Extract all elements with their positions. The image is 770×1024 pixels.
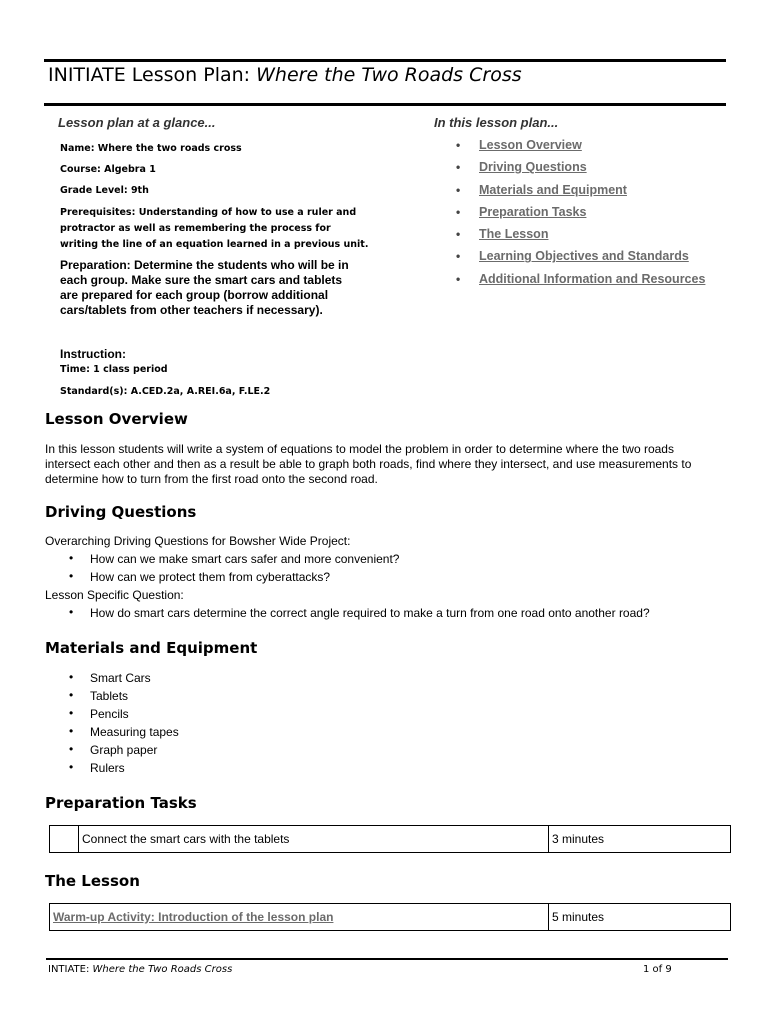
specific-label: Lesson Specific Question: xyxy=(45,588,184,602)
list-item: • Smart Cars xyxy=(45,671,179,689)
overview-line-1: In this lesson students will write a system of equations to model the problem in order to determine where the two roads xyxy=(45,442,674,456)
overarching-list xyxy=(45,552,399,588)
specific-list xyxy=(45,606,650,624)
overview-line-3: determine how to turn from the first road onto the second road. xyxy=(45,472,378,486)
overarching-label: Overarching Driving Questions for Bowsher Wide Project: xyxy=(45,534,351,548)
glance-heading: Lesson plan at a glance... xyxy=(58,115,216,130)
list-item: • How can we protect them from cyberattacks? xyxy=(45,570,399,588)
materials-heading: Materials and Equipment xyxy=(45,639,258,657)
table-row xyxy=(50,826,731,853)
activity-cell xyxy=(50,904,549,931)
toc-link-materials[interactable]: Materials and Equipment xyxy=(479,182,627,197)
toc-item[interactable] xyxy=(456,183,705,205)
class-time: Time: 1 class period xyxy=(60,364,168,375)
task-cell: Connect the smart cars with the tablets xyxy=(79,826,549,853)
lesson-name: Name: Where the two roads cross xyxy=(60,143,242,154)
footer-title: INTIATE: Where the Two Roads Cross xyxy=(48,964,233,975)
duration-cell: 3 minutes xyxy=(549,826,731,853)
course: Course: Algebra 1 xyxy=(60,164,156,175)
preparation-text: Preparation: Determine the students who will be in each group. Make sure the smart cars and tablets are prepared for each group (borrow additional cars/tablets from other teachers if necessary). xyxy=(60,258,349,317)
prerequisites-line-1: Prerequisites: Understanding of how to use a ruler and xyxy=(60,207,357,218)
list-item: • Pencils xyxy=(45,707,179,725)
toc-link-additional-info[interactable]: Additional Information and Resources xyxy=(479,271,706,286)
overview-heading: Lesson Overview xyxy=(45,410,188,428)
duration-cell: 5 minutes xyxy=(549,904,731,931)
toc-link-preparation-tasks[interactable]: Preparation Tasks xyxy=(479,204,587,219)
prep-tasks-table xyxy=(49,825,731,853)
footer-rule xyxy=(46,958,728,960)
activity-link[interactable]: Warm-up Activity: Introduction of the lesson plan xyxy=(53,910,334,924)
list-item: • How do smart cars determine the correct angle required to make a turn from one road onto another road? xyxy=(45,606,650,624)
title-bottom-rule xyxy=(44,103,726,106)
list-item: • Rulers xyxy=(45,761,179,779)
lesson-heading: The Lesson xyxy=(45,872,140,890)
page-number: 1 of 9 xyxy=(643,964,672,975)
list-item: • Measuring tapes xyxy=(45,725,179,743)
table-row xyxy=(50,904,731,931)
toc-heading: In this lesson plan... xyxy=(434,115,559,130)
prerequisites-line-2: protractor as well as remembering the process for xyxy=(60,223,331,234)
grade-level: Grade Level: 9th xyxy=(60,185,149,196)
toc-item[interactable] xyxy=(456,249,705,271)
table-cell-checkbox xyxy=(50,826,79,853)
instruction-label: Instruction: xyxy=(60,347,126,361)
toc-link-the-lesson[interactable]: The Lesson xyxy=(479,227,549,242)
lesson-table xyxy=(49,903,731,931)
toc-link-learning-objectives[interactable]: Learning Objectives and Standards xyxy=(479,249,689,264)
overview-line-2: intersect each other and then as a result be able to graph both roads, find where they intersect, and use measurements to xyxy=(45,457,692,471)
prerequisites-line-3: writing the line of an equation learned in a previous unit. xyxy=(60,239,369,250)
toc-link-lesson-overview[interactable]: Lesson Overview xyxy=(479,138,582,152)
list-item: • How can we make smart cars safer and more convenient? xyxy=(45,552,399,570)
title-top-rule xyxy=(44,59,726,62)
toc-item[interactable] xyxy=(456,160,705,182)
toc-list xyxy=(456,138,705,294)
list-item: • Graph paper xyxy=(45,743,179,761)
toc-link-driving-questions[interactable]: Driving Questions xyxy=(479,160,587,175)
toc-item[interactable] xyxy=(456,138,705,160)
toc-item[interactable] xyxy=(456,227,705,249)
driving-heading: Driving Questions xyxy=(45,503,197,521)
materials-list xyxy=(45,671,179,779)
toc-item[interactable] xyxy=(456,272,705,294)
page-title: INITIATE Lesson Plan: Where the Two Roads Cross xyxy=(48,64,522,86)
prep-tasks-heading: Preparation Tasks xyxy=(45,794,197,812)
list-item: • Tablets xyxy=(45,689,179,707)
standards: Standard(s): A.CED.2a, A.REI.6a, F.LE.2 xyxy=(60,386,271,397)
toc-item[interactable] xyxy=(456,205,705,227)
